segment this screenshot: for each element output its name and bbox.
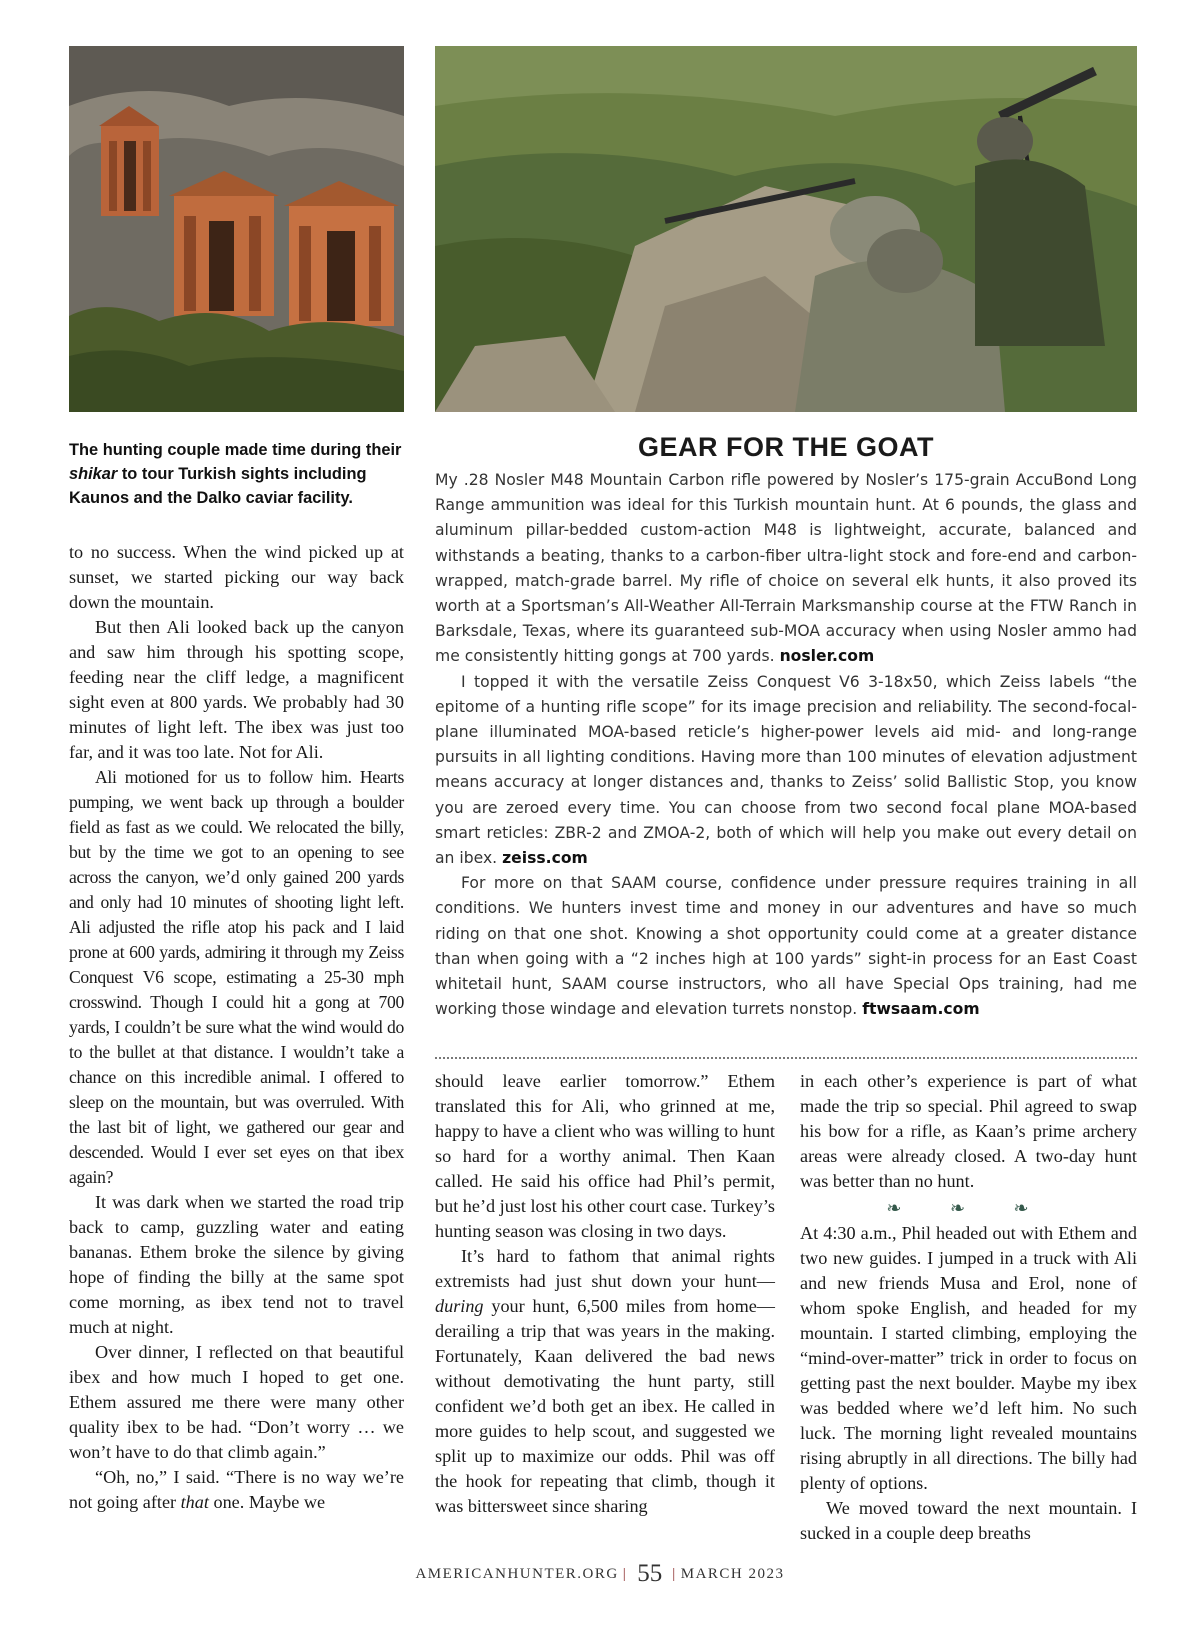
dialogue-text-end: one. Maybe we (208, 1492, 326, 1512)
gear-paragraph (435, 670, 1137, 872)
article-paragraph: Over dinner, I reflected on that beautiful ibex and how much I hoped to get one. Ethem assured me there were many other quality ibex to be had. “Don’t worry … we won’t have to do that climb again.” (69, 1342, 404, 1462)
article-paragraph: We moved toward the next mountain. I sucked in a couple deep breaths (800, 1498, 1137, 1543)
article-paragraph: in each other’s experience is part of what made the trip so special. Phil agreed to swap his bow for a rifle, as Kaan’s prime archery areas were already closed. A two-day hunt was better than no hunt. (800, 1071, 1137, 1191)
article-emphasis: during (435, 1296, 484, 1316)
article-paragraph: should leave earlier tomorrow.” Ethem translated this for Ali, who grinned at me, happy to have a client who was willing to hunt so hard for a worthy animal. Then Kaan called. He said his office had Phil’s permit, but he’d just lost his other court case. Turkey’s hunting season was closing in two days. (435, 1071, 775, 1241)
article-column-right (800, 1069, 1137, 1546)
article-paragraph (435, 1244, 775, 1519)
gear-paragraph-text: I topped it with the versatile Zeiss Conquest V6 3-18x50, which Zeiss labels “the epitome of a hunting rifle scope” for its image precision and reliability. The second-focal-plane illuminated MOA-based reticle’s higher-power levels aid mid- and long-range pursuits in all lighting conditions. Having more than 100 minutes of elevation adjustment means accuracy at longer distances and, thanks to Zeiss’ solid Ballistic Stop, you know you are zeroed every time. You can choose from two second focal plane MOA-based smart reticles: ZBR-2 and ZMOA-2, both of which will help you make out every detail on an ibex. (435, 672, 1137, 868)
article-paragraph: It was dark when we started the road trip back to camp, guzzling water and eating bananas. Ethem broke the silence by giving hope of finding the billy at the same spot come morning, as ibex tend not to travel much at night. (69, 1192, 404, 1337)
caption-text-start: The hunting couple made time during their (69, 441, 402, 459)
caption-emphasis: shikar (69, 465, 118, 483)
gear-sidebar-title: GEAR FOR THE GOAT (638, 432, 934, 462)
footer-site: AMERICANHUNTER.ORG (415, 1566, 619, 1582)
article-paragraph: Ali motioned for us to follow him. Hearts pumping, we went back up through a boulder field as fast as we could. We relocated the billy, but by the time we got to an opening to see across the canyon, we’d only gained 200 yards and only had 10 minutes of shooting light left. Ali adjusted the rifle atop his pack and I laid prone at 600 yards, admiring it through my Zeiss Conquest V6 scope, estimating a 25-30 mph crosswind. Though I could hit a gong at 700 yards, I couldn’t be sure what the wind would do to the bullet at that distance. I wouldn’t take a chance on this incredible animal. I offered to sleep on the mountain, but was overruled. With the last bit of light, we gathered our gear and descended. Would I ever set eyes on that ibex again? (69, 767, 404, 1187)
article-paragraph-last (69, 1465, 404, 1515)
page-footer (0, 1560, 1200, 1588)
article-paragraph: At 4:30 a.m., Phil headed out with Ethem and two new guides. I jumped in a truck with Ali and new friends Musa and Erol, none of whom spoke English, and headed for my mountain. I started climbing, employing the “mind-over-matter” trick in order to focus on getting past the next boulder. Maybe my ibex was bedded where we’d left him. No such luck. The morning light revealed mountains rising abruptly in all directions. The billy had plenty of options. (800, 1223, 1137, 1493)
kaunos-tombs-photo (69, 46, 404, 412)
nosler-link[interactable]: nosler.com (779, 647, 875, 666)
caption-text-end: to tour Turkish sights including Kaunos and the Dalko caviar facility. (69, 465, 367, 507)
footer-separator: | (622, 1566, 628, 1582)
article-paragraph: to no success. When the wind picked up at sunset, we started picking our way back down the mountain. (69, 542, 404, 612)
article-column-left (69, 540, 404, 1515)
page-number: 55 (637, 1560, 663, 1587)
dialogue-text: “Oh, no,” I said. “There is no way we’re not going after (69, 1467, 404, 1512)
gear-paragraph-text: My .28 Nosler M48 Mountain Carbon rifle powered by Nosler’s 175-grain AccuBond Long Range ammunition was ideal for this Turkish mountain hunt. At 6 pounds, the glass and aluminum pillar-bedded custom-action M48 is lightweight, accurate, balanced and withstands a beating, thanks to a carbon-fiber ultra-light stock and fore-end and carbon-wrapped, match-grade barrel. My rifle of choice on several elk hunts, it also proved its worth at a Sportsman’s All-Weather All-Terrain Marksmanship course at the FTW Ranch in Barksdale, Texas, where its guaranteed sub-MOA accuracy when using Nosler ammo had me consistently hitting gongs at 700 yards. (435, 471, 1137, 666)
ftwsaam-link[interactable]: ftwsaam.com (862, 1000, 980, 1019)
gear-paragraph-text: For more on that SAAM course, confidence under pressure requires training in all conditions. We hunters invest time and money in our adventures and have so much riding on that one shot. Knowing a shot opportunity could come at a greater distance than when going with a “2 inches high at 100 yards” sight-in process for an East Coast whitetail hunt, SAAM course instructors, who all have Special Ops training, had me working those windage and elevation turrets nonstop. (435, 874, 1137, 1019)
article-column-middle (435, 1069, 775, 1519)
footer-issue: MARCH 2023 (680, 1566, 785, 1582)
section-break-ornament: ❧ ❧ ❧ (886, 1198, 1051, 1218)
hunters-glassing-photo (435, 46, 1137, 412)
dialogue-emphasis: that (180, 1492, 209, 1512)
gear-paragraph (435, 871, 1137, 1022)
gear-sidebar-body (435, 468, 1137, 1022)
gear-paragraph (435, 468, 1137, 670)
zeiss-link[interactable]: zeiss.com (502, 849, 588, 868)
footer-separator: | (672, 1566, 677, 1582)
article-text-end: your hunt, 6,500 miles from home—derailing a trip that was years in the making. Fortunately, Kaan delivered the bad news without demotivating the hunt party, still confident we’d both get an ibex. He called in more guides to help scout, and suggested we split up to maximize our odds. Phil was off the hook for repeating that climb, though it was bittersweet since sharing (435, 1296, 775, 1516)
article-text: It’s hard to fathom that animal rights extremists had just shut down your hunt— (435, 1246, 775, 1291)
photo-caption (69, 438, 404, 510)
article-paragraph: But then Ali looked back up the canyon and saw him through his spotting scope, feeding near the cliff ledge, a magnificent sight even at 800 yards. We probably had 30 minutes of light left. The ibex was just too far, and it was too late. Not for Ali. (69, 617, 404, 762)
sidebar-divider (435, 1057, 1137, 1059)
